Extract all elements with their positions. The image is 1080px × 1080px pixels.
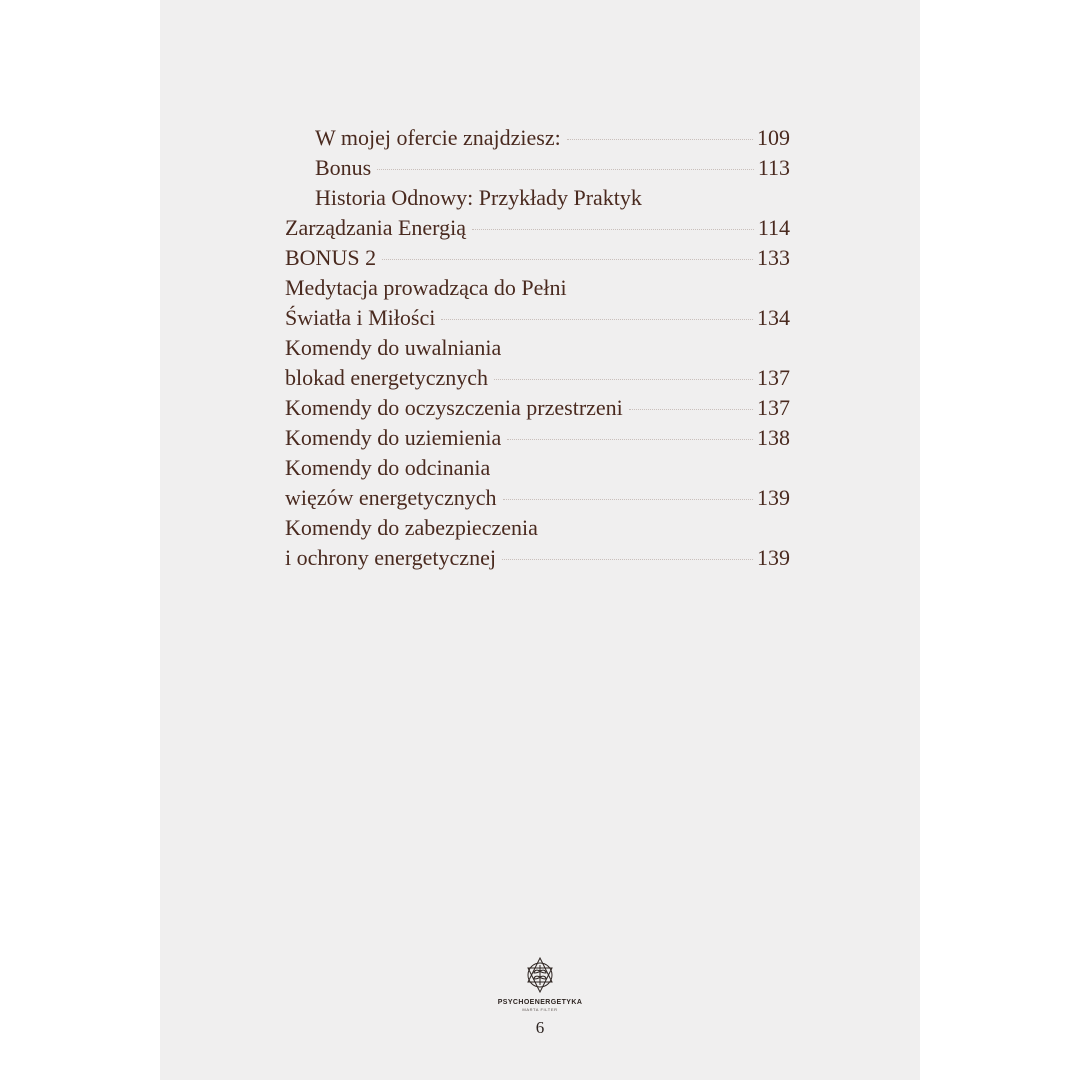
toc-page-number: 138 — [757, 425, 790, 450]
dot-leader — [502, 559, 753, 560]
toc-page-number: 139 — [757, 485, 790, 510]
dot-leader — [567, 139, 753, 140]
toc-page-number: 139 — [757, 545, 790, 570]
toc-entry-title: Światła i Miłości — [285, 305, 436, 330]
dot-leader — [494, 379, 753, 380]
toc-entry — [285, 213, 790, 243]
page-number: 6 — [535, 1018, 545, 1037]
toc-entry-title: Komendy do uziemienia — [285, 425, 502, 450]
toc-entry — [285, 243, 790, 273]
toc-entry-title: Zarządzania Energią — [285, 215, 466, 240]
toc-entry — [285, 513, 790, 573]
toc-entry-title: Komendy do odcinania — [285, 455, 491, 480]
toc-entry — [285, 453, 790, 513]
toc-page-number: 137 — [757, 365, 790, 390]
toc-line — [285, 423, 790, 453]
toc-entry — [285, 183, 790, 213]
toc-line — [285, 363, 790, 393]
toc-page-number: 113 — [757, 155, 790, 180]
psychoenergetyka-logo-icon — [520, 955, 560, 995]
dot-leader — [382, 259, 753, 260]
toc-line — [285, 123, 790, 153]
toc-entry-title: Historia Odnowy: Przykłady Praktyk — [315, 185, 642, 210]
toc-page-number: 133 — [757, 245, 790, 270]
toc-entry-title: Komendy do zabezpieczenia — [285, 515, 538, 540]
dot-leader — [472, 229, 754, 230]
toc-entry-title: W mojej ofercie znajdziesz: — [315, 125, 561, 150]
toc-page-number: 109 — [757, 125, 790, 150]
toc-page-number: 114 — [757, 215, 790, 240]
toc-entry — [285, 393, 790, 423]
dot-leader — [507, 439, 753, 440]
toc-entry — [285, 153, 790, 183]
toc-line — [285, 453, 790, 483]
toc-entry-title: BONUS 2 — [285, 245, 377, 270]
toc-entry — [285, 333, 790, 393]
toc-page-number: 137 — [757, 395, 790, 420]
book-page — [160, 0, 920, 1080]
toc-line — [285, 183, 790, 213]
page-footer — [160, 955, 920, 1038]
toc-line — [285, 243, 790, 273]
dot-leader — [441, 319, 753, 320]
toc-line — [285, 543, 790, 573]
toc-entry-title: blokad energetycznych — [285, 365, 489, 390]
toc-line — [285, 213, 790, 243]
toc-line — [285, 153, 790, 183]
toc-entry-title: Komendy do oczyszczenia przestrzeni — [285, 395, 623, 420]
dot-leader — [377, 169, 754, 170]
toc-entry-title: Komendy do uwalniania — [285, 335, 502, 360]
toc-line — [285, 303, 790, 333]
toc-line — [285, 483, 790, 513]
table-of-contents — [285, 123, 790, 573]
toc-entry-title: więzów energetycznych — [285, 485, 497, 510]
brand-author: MARTA FILTER — [522, 1007, 558, 1012]
toc-entry — [285, 123, 790, 153]
toc-line — [285, 333, 790, 363]
dot-leader — [629, 409, 753, 410]
toc-line — [285, 393, 790, 423]
toc-line — [285, 513, 790, 543]
toc-line — [285, 273, 790, 303]
toc-entry-title: Bonus — [315, 155, 372, 180]
dot-leader — [503, 499, 753, 500]
toc-entry-title: i ochrony energetycznej — [285, 545, 496, 570]
toc-entry — [285, 423, 790, 453]
toc-page-number: 134 — [757, 305, 790, 330]
toc-entry — [285, 273, 790, 333]
toc-entry-title: Medytacja prowadząca do Pełni — [285, 275, 567, 300]
brand-name: PSYCHOENERGETYKA — [497, 999, 583, 1006]
